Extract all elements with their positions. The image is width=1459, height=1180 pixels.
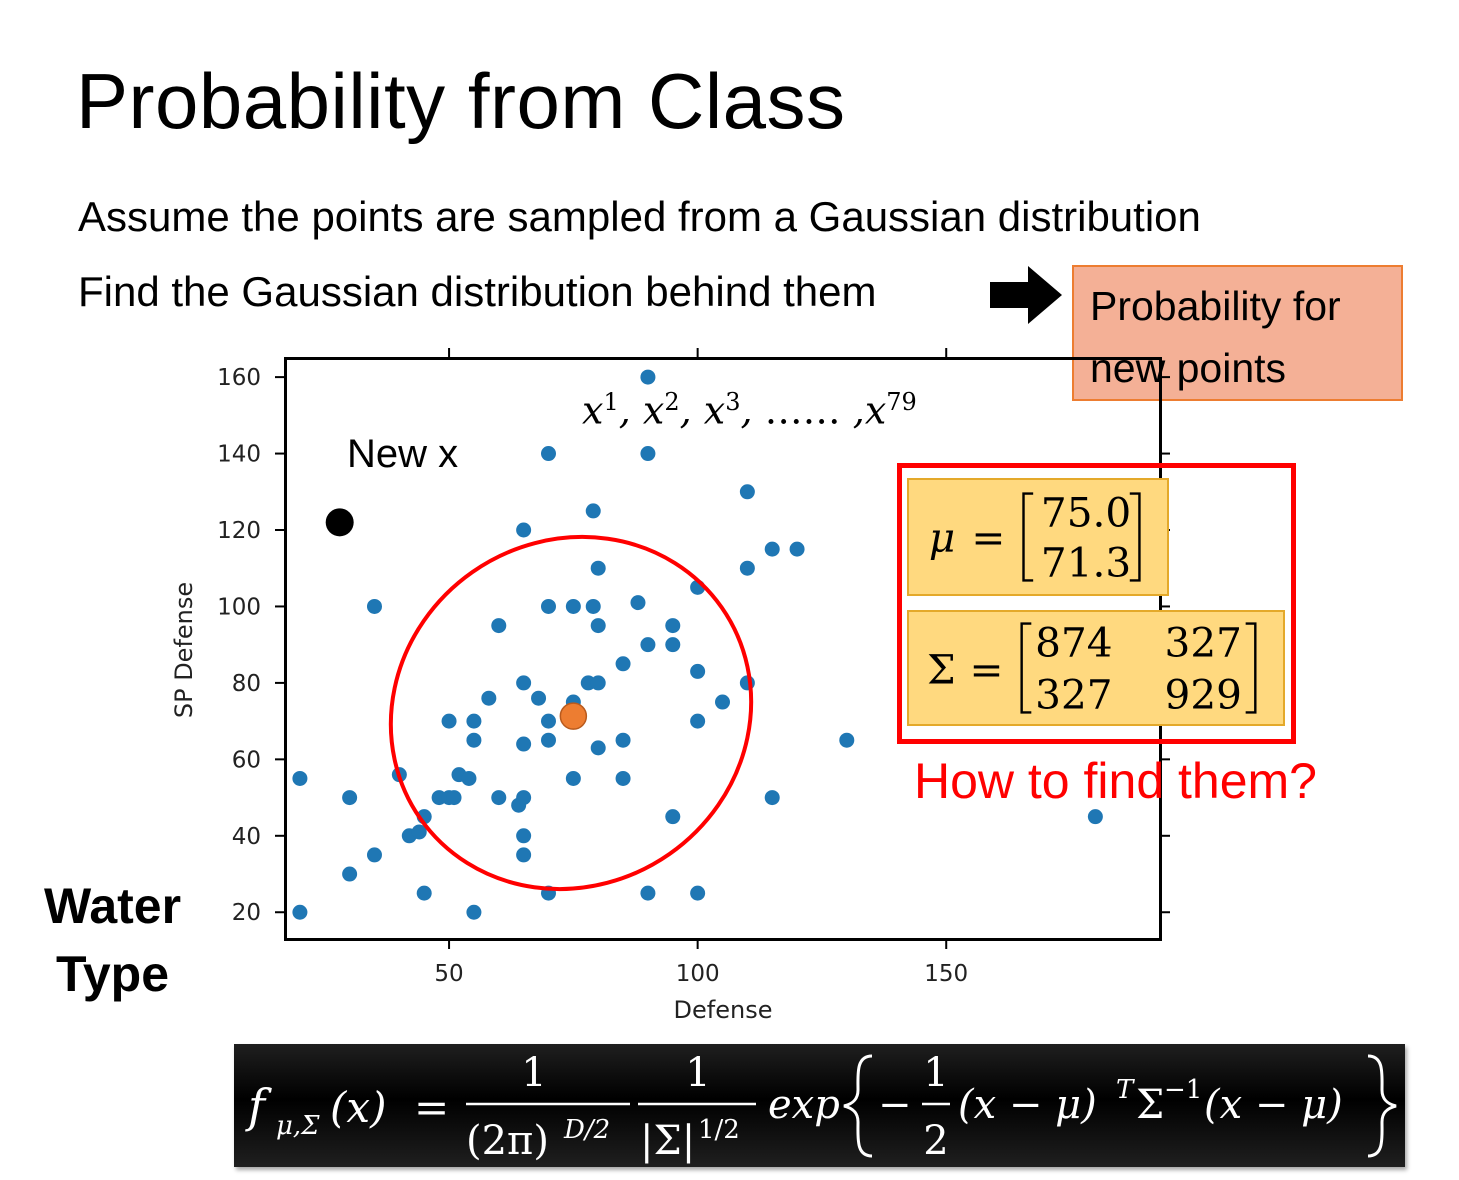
data-point (740, 484, 755, 499)
right-arrow-icon (988, 264, 1064, 326)
find-distribution-text: Find the Gaussian distribution behind them (78, 268, 877, 315)
data-point (640, 637, 655, 652)
frac1-numerator: 1 (521, 1050, 547, 1096)
data-point (466, 733, 481, 748)
data-point (516, 847, 531, 862)
data-point (516, 523, 531, 538)
data-point (491, 790, 506, 805)
frac2-denominator: |Σ| (640, 1118, 696, 1164)
left-bracket-icon (1022, 624, 1032, 713)
new-x-label: New x (347, 432, 459, 476)
mu-value-1: 75.0 (1040, 488, 1132, 537)
quad-term-2: (x − μ) (1204, 1082, 1343, 1128)
data-point (616, 771, 631, 786)
data-point (566, 771, 581, 786)
slide-title: Probability from Class (76, 57, 846, 145)
half-numerator: 1 (923, 1050, 949, 1096)
data-point (586, 503, 601, 518)
water-type-label: Water Type (44, 878, 182, 1002)
data-point (790, 542, 805, 557)
data-point (715, 695, 730, 710)
x-tick-label: 100 (675, 961, 720, 987)
data-point (417, 886, 432, 901)
data-point (765, 790, 780, 805)
data-point (640, 370, 655, 385)
data-point (591, 561, 606, 576)
mean-point (560, 703, 586, 729)
data-point (690, 886, 705, 901)
data-point (630, 595, 645, 610)
y-tick-label: 40 (231, 823, 261, 850)
mean-parameter-box (907, 478, 1169, 596)
data-point (665, 618, 680, 633)
covariance-parameter-box (907, 610, 1285, 726)
data-point (531, 691, 546, 706)
data-point (481, 691, 496, 706)
data-point (342, 790, 357, 805)
data-point (1088, 809, 1103, 824)
data-point (491, 618, 506, 633)
exp-word: exp (768, 1082, 840, 1128)
data-point (541, 733, 556, 748)
y-tick-label: 80 (231, 670, 261, 697)
data-point (586, 599, 601, 614)
y-tick-label: 20 (231, 900, 261, 927)
frac1-denominator: (2π) (466, 1118, 549, 1164)
frac1-exponent: D/2 (564, 1115, 611, 1145)
mu-value-2: 71.3 (1040, 538, 1132, 587)
data-point (541, 599, 556, 614)
data-point (292, 771, 307, 786)
callout-line-1: Probability for (1090, 283, 1341, 329)
data-point (541, 714, 556, 729)
sigma-12: 327 (1164, 618, 1242, 667)
data-point (516, 675, 531, 690)
formula-f: f (248, 1079, 266, 1133)
svg-text:=: = (969, 645, 1004, 694)
sigma-inverse: Σ (1136, 1082, 1165, 1128)
left-bracket-icon (1024, 494, 1034, 581)
data-point (466, 714, 481, 729)
data-point (367, 847, 382, 862)
data-point (461, 771, 476, 786)
svg-text:−: − (878, 1082, 912, 1128)
x-axis-label: Defense (673, 996, 773, 1024)
data-point (839, 733, 854, 748)
inverse-exponent: −1 (1164, 1075, 1203, 1105)
data-point (447, 790, 462, 805)
data-point (292, 905, 307, 920)
y-tick-label: 60 (231, 747, 261, 774)
data-point (466, 905, 481, 920)
data-point (690, 664, 705, 679)
x-tick-label: 50 (434, 961, 464, 987)
data-point (591, 675, 606, 690)
transpose-sup: T (1116, 1075, 1134, 1105)
data-point (765, 542, 780, 557)
data-point (342, 867, 357, 882)
formula-subscript: μ,Σ (276, 1111, 320, 1141)
data-point (640, 446, 655, 461)
sigma-22: 929 (1164, 670, 1242, 719)
right-bracket-icon (1246, 624, 1256, 713)
data-point (740, 561, 755, 576)
data-point (367, 599, 382, 614)
quad-term-1: (x − μ) (958, 1082, 1097, 1128)
formula-arg: (x) (330, 1083, 387, 1132)
mu-symbol: μ (928, 513, 956, 562)
assumption-text: Assume the points are sampled from a Gaussian distribution (78, 193, 1201, 240)
data-point (665, 637, 680, 652)
left-brace-icon (844, 1056, 872, 1156)
half-denominator: 2 (923, 1118, 949, 1164)
frac2-exponent: 1/2 (698, 1115, 740, 1145)
sigma-21: 327 (1035, 670, 1113, 719)
svg-text:=: = (971, 513, 1006, 562)
data-point (591, 740, 606, 755)
samples-label: $x^1$, $x^2$, $x^3$, …… $,x^{79}$ (582, 388, 917, 433)
new-point (326, 508, 354, 536)
data-point (616, 656, 631, 671)
data-point (616, 733, 631, 748)
data-point (665, 809, 680, 824)
data-point (541, 446, 556, 461)
how-to-find-question: How to find them? (914, 753, 1317, 809)
data-point (516, 737, 531, 752)
callout-line-2: new points (1090, 345, 1287, 391)
y-tick-label: 140 (217, 441, 261, 468)
data-point (566, 599, 581, 614)
data-point (591, 618, 606, 633)
gaussian-formula (234, 1044, 1405, 1167)
data-point (690, 714, 705, 729)
frac2-numerator: 1 (685, 1050, 711, 1096)
x-tick-label: 150 (924, 961, 969, 987)
sigma-11: 874 (1035, 618, 1113, 667)
y-axis-label: SP Defense (170, 581, 198, 719)
data-point (442, 714, 457, 729)
y-tick-label: 120 (217, 518, 261, 545)
data-point (516, 828, 531, 843)
y-tick-label: 100 (217, 594, 261, 621)
y-tick-label: 160 (217, 365, 261, 392)
sigma-symbol: Σ (927, 645, 956, 694)
right-brace-icon (1368, 1056, 1396, 1156)
svg-text:=: = (414, 1083, 450, 1132)
data-point (516, 790, 531, 805)
data-point (640, 886, 655, 901)
